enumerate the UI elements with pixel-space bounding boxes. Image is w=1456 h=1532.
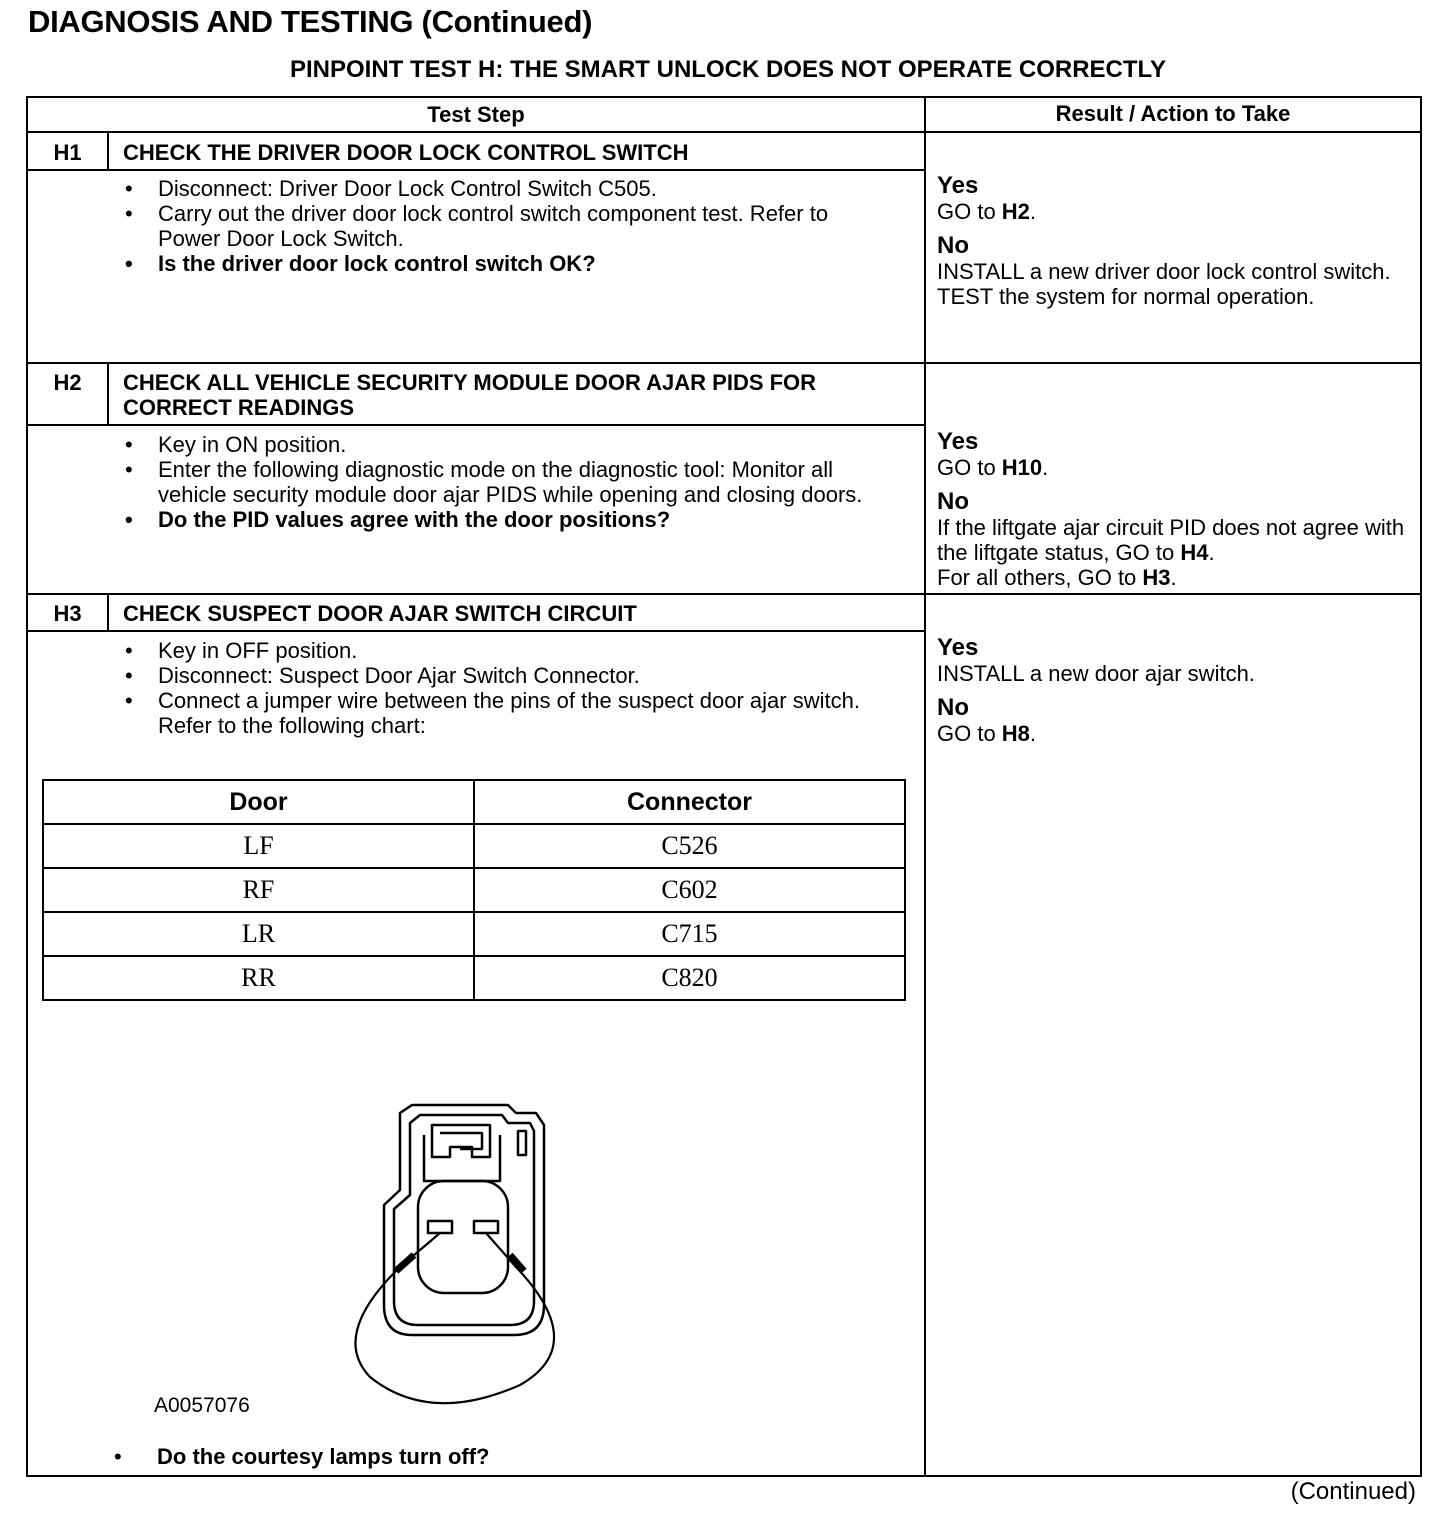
step-id-h3: H3	[53, 601, 82, 626]
step-title-h1: CHECK THE DRIVER DOOR LOCK CONTROL SWITCH	[123, 140, 689, 165]
yes-action: GO to H2.	[937, 199, 1037, 224]
connector-cell: C526	[474, 824, 905, 868]
step-rule	[26, 362, 1422, 364]
list-item: • Key in ON position.	[122, 432, 902, 457]
door-cell: RF	[43, 868, 474, 912]
list-item: • Disconnect: Driver Door Lock Control Switch C505.	[122, 176, 892, 201]
connector-cell: C820	[474, 956, 905, 1000]
list-item: • Key in OFF position.	[122, 638, 882, 663]
step-id-divider	[107, 363, 109, 425]
question-h2: • Do the PID values agree with the door positions?	[122, 507, 902, 532]
figure-id: A0057076	[154, 1394, 250, 1417]
no-action: If the liftgate ajar circuit PID does not agree with the liftgate status, GO to H4.	[937, 515, 1405, 565]
step-rule	[26, 593, 1422, 595]
result-h1	[937, 172, 1407, 309]
test-step-header: Test Step	[427, 102, 525, 127]
no-label: No	[937, 232, 969, 259]
connector-jumper-diagram	[340, 1095, 580, 1405]
table-row	[43, 868, 905, 912]
question-h1: • Is the driver door lock control switch OK?	[122, 251, 892, 276]
yes-label: Yes	[937, 634, 979, 661]
door-cell: RR	[43, 956, 474, 1000]
continued-note: (Continued)	[1290, 1478, 1416, 1505]
no-label: No	[937, 694, 969, 721]
step-title-h3: CHECK SUSPECT DOOR AJAR SWITCH CIRCUIT	[123, 601, 637, 626]
step-list-h2	[122, 432, 902, 532]
step-list-h1	[122, 176, 892, 276]
step-id-divider	[107, 595, 109, 631]
no-action: INSTALL a new driver door lock control switch.	[937, 259, 1391, 284]
step-title-rule	[26, 424, 926, 426]
table-header-row	[43, 780, 905, 824]
door-connector-table	[42, 779, 906, 1001]
door-cell: LF	[43, 824, 474, 868]
step-title-rule	[26, 169, 926, 171]
connector-column-header: Connector	[474, 780, 905, 824]
step-title-rule	[26, 630, 926, 632]
no-action: GO to H8.	[937, 721, 1037, 746]
result-h3	[937, 634, 1407, 746]
step-list-h3	[122, 638, 882, 738]
step-id-h2: H2	[53, 370, 82, 395]
question-h3: • Do the courtesy lamps turn off?	[114, 1444, 490, 1469]
pinpoint-test-title: PINPOINT TEST H: THE SMART UNLOCK DOES NOT OPERATE CORRECTLY	[289, 56, 1167, 83]
column-divider	[924, 96, 926, 1477]
table-row	[43, 824, 905, 868]
list-item: • Enter the following diagnostic mode on the diagnostic tool: Monitor all vehicle security module door ajar PIDS while opening and closing doors.	[122, 457, 902, 507]
result-h2	[937, 428, 1407, 590]
no-action: TEST the system for normal operation.	[937, 284, 1315, 309]
door-cell: LR	[43, 912, 474, 956]
list-item: • Carry out the driver door lock control switch component test. Refer to Power Door Lock Switch.	[122, 201, 892, 251]
no-action: For all others, GO to H3.	[937, 565, 1177, 590]
connector-cell: C602	[474, 868, 905, 912]
yes-action: GO to H10.	[937, 455, 1049, 480]
yes-label: Yes	[937, 428, 979, 455]
list-item: • Connect a jumper wire between the pins of the suspect door ajar switch. Refer to the following chart:	[122, 688, 882, 738]
yes-label: Yes	[937, 172, 979, 199]
list-item: • Disconnect: Suspect Door Ajar Switch Connector.	[122, 663, 882, 688]
step-title-h2: CHECK ALL VEHICLE SECURITY MODULE DOOR AJAR PIDS FOR CORRECT READINGS	[123, 370, 817, 420]
step-id-h1: H1	[53, 140, 82, 165]
header-rule	[26, 131, 1422, 133]
result-header: Result / Action to Take	[1055, 101, 1291, 126]
table-row	[43, 956, 905, 1000]
no-label: No	[937, 488, 969, 515]
door-column-header: Door	[43, 780, 474, 824]
page-title: DIAGNOSIS AND TESTING (Continued)	[28, 4, 593, 39]
table-row	[43, 912, 905, 956]
step-id-divider	[107, 133, 109, 171]
yes-action: INSTALL a new door ajar switch.	[937, 661, 1255, 686]
connector-cell: C715	[474, 912, 905, 956]
